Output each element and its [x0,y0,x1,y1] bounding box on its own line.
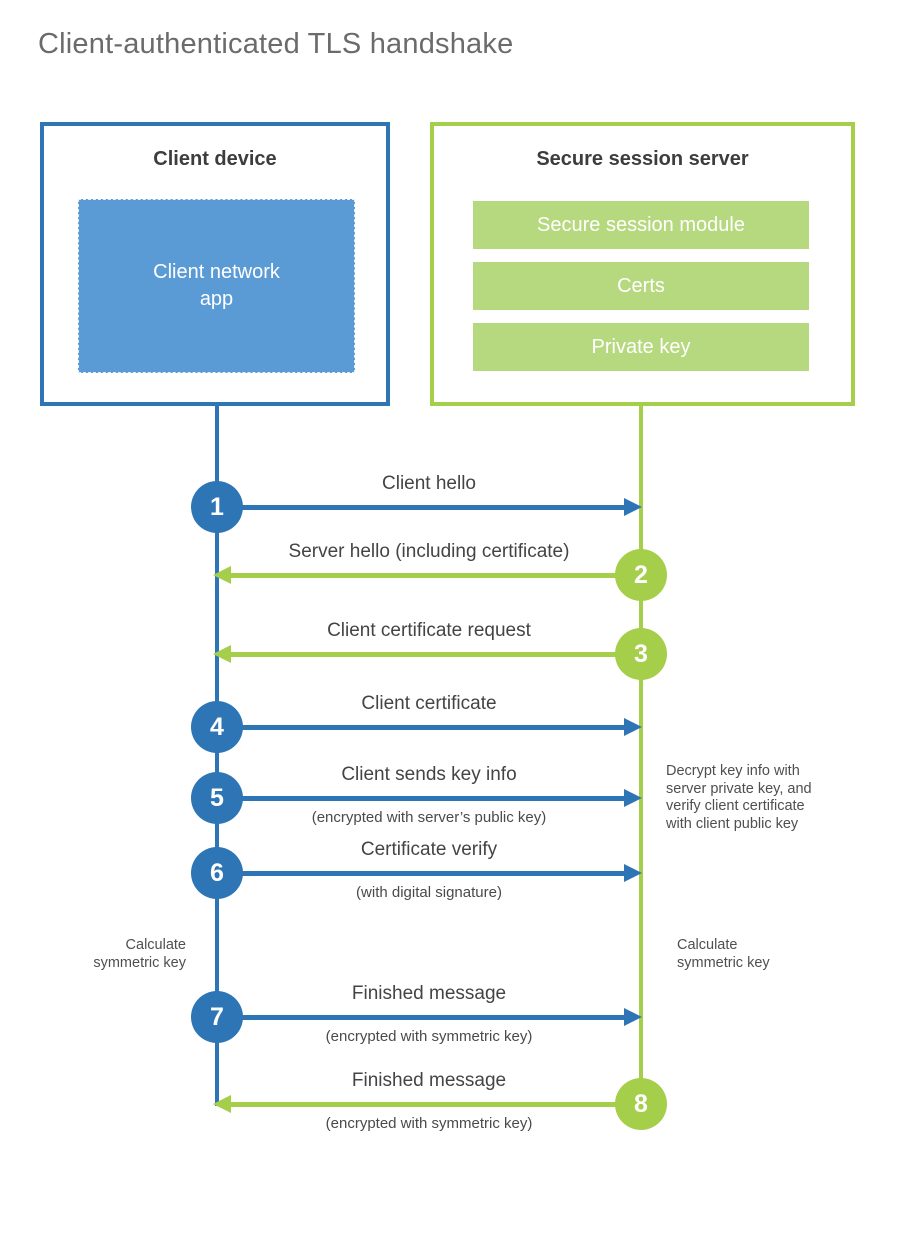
step-7-badge: 7 [191,991,243,1043]
step-7-label: Finished message [351,983,507,1004]
step-4-line [217,725,624,730]
arrowhead-right-icon [624,498,642,516]
calculate-symmetric-key-server-note: Calculate symmetric key [677,937,770,971]
server-module-private-key [473,323,809,371]
step-3-badge: 3 [615,628,667,680]
server-module-label: Certs [617,274,665,297]
step-2-label: Server hello (including certificate) [288,541,570,562]
arrowhead-right-icon [624,864,642,882]
step-4-label: Client certificate [361,693,497,714]
server-module-label: Secure session module [537,213,745,236]
step-6-line [217,871,624,876]
client-network-app-label: Client network app [153,261,280,310]
step-6-sublabel: (with digital signature) [356,884,502,901]
step-1-line [217,505,624,510]
step-7-sublabel: (encrypted with symmetric key) [325,1028,533,1045]
step-8-label: Finished message [351,1070,507,1091]
arrowhead-left-icon [213,1095,231,1113]
arrowhead-right-icon [624,1008,642,1026]
step-6-label: Certificate verify [360,839,498,860]
secure-session-server-title: Secure session server [536,148,749,170]
step-7-line [217,1015,624,1020]
step-8-badge: 8 [615,1078,667,1130]
step-2-line [231,573,641,578]
step-8-sublabel: (encrypted with symmetric key) [325,1115,533,1132]
server-module-certs [473,262,809,310]
step-5-label: Client sends key info [341,764,517,785]
client-device-title: Client device [153,148,277,170]
step-8-line [231,1102,641,1107]
server-module-label: Private key [591,335,691,358]
step-1-label: Client hello [382,473,476,494]
decrypt-note: Decrypt key info with server private key, and verify client certificate with client public key [666,763,812,832]
step-1-badge: 1 [191,481,243,533]
page-title: Client-authenticated TLS handshake [38,28,514,60]
step-5-line [217,796,624,801]
step-3-label: Client certificate request [327,620,531,641]
arrowhead-left-icon [213,645,231,663]
step-2-badge: 2 [615,549,667,601]
arrowhead-left-icon [213,566,231,584]
step-3-line [231,652,641,657]
step-4-badge: 4 [191,701,243,753]
server-module-secure-session [473,201,809,249]
arrowhead-right-icon [624,718,642,736]
step-6-badge: 6 [191,847,243,899]
step-5-badge: 5 [191,772,243,824]
step-5-sublabel: (encrypted with server’s public key) [311,809,547,826]
arrowhead-right-icon [624,789,642,807]
client-network-app-box [78,199,355,373]
calculate-symmetric-key-client-note: Calculate symmetric key [93,937,186,971]
